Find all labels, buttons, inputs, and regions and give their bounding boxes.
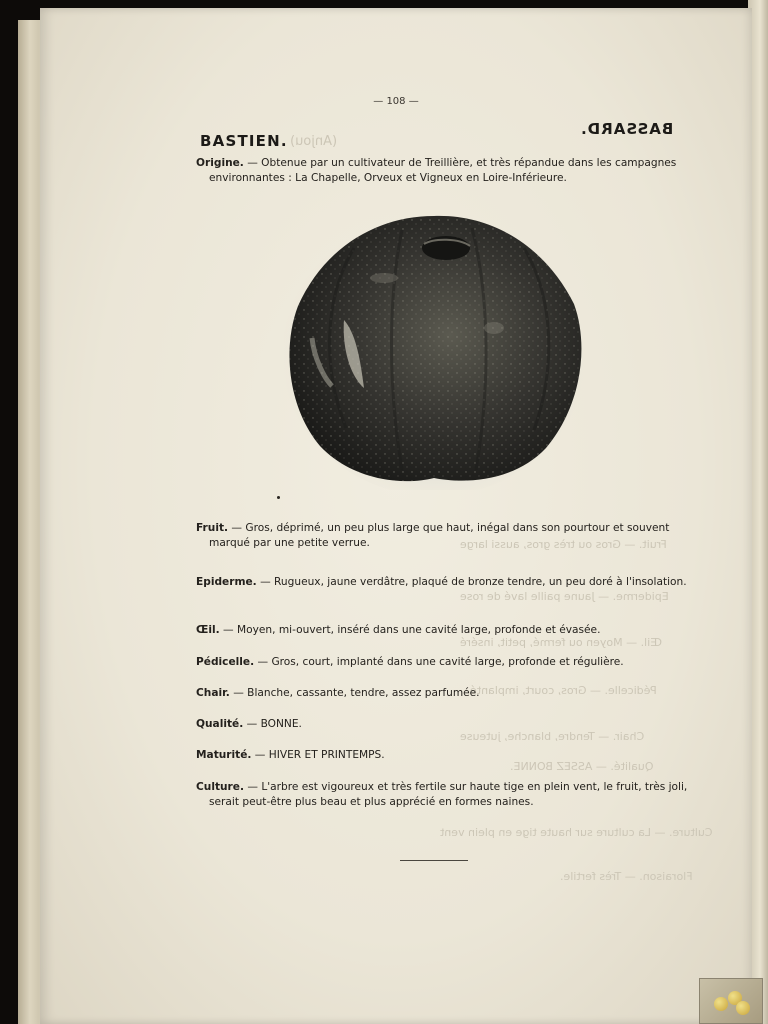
book-page: [40, 8, 752, 1024]
entry-text: — HIVER ET PRINTEMPS.: [251, 749, 385, 761]
entry-label: Pédicelle.: [196, 656, 255, 668]
entry-label: Œil.: [196, 624, 220, 636]
entry-label: Fruit.: [196, 522, 229, 534]
entry-text: — Rugueux, jaune verdâtre, plaqué de bronze tendre, un peu doré à l'insolation.: [256, 576, 687, 588]
apple-photograph: [284, 208, 590, 490]
page-title: BASTIEN.: [200, 132, 288, 150]
thumbnail-apple-icon: [736, 1001, 750, 1015]
page-number: — 108 —: [373, 96, 419, 107]
entry-label: Chair.: [196, 687, 230, 699]
bleed-through-line: Pédicelle. — Gros, court, implanté: [470, 684, 657, 697]
entry-paragraph: [196, 748, 689, 763]
entry-text: — Gros, déprimé, un peu plus large que haut, inégal dans son pourtour et souvent marqué par une petite verrue.: [209, 522, 670, 549]
origin-text: — Obtenue par un cultivateur de Treillière, et très répandue dans les campagnes environnantes : La Chapelle, Orveux et Vigneux en Loire-Inférieure.: [209, 157, 677, 184]
entry-paragraph: [196, 780, 689, 810]
entry-text: — Moyen, mi-ouvert, inséré dans une cavité large, profonde et évasée.: [219, 624, 601, 636]
bleed-through-line: Chair. — Tendre, blanche, juteuse: [460, 730, 645, 743]
bleed-through-line: Epiderme. — Jaune paille lavé de rose: [460, 590, 669, 603]
entry-label: Qualité.: [196, 718, 244, 730]
bleed-through-subtitle: (Anjou): [290, 134, 338, 149]
bleed-through-line: Culture. — La culture sur haute tige en plein vent: [440, 826, 713, 839]
entry-paragraph: [196, 575, 689, 590]
entry-text: — Blanche, cassante, tendre, assez parfumée.: [229, 687, 480, 699]
entry-label: Culture.: [196, 781, 244, 793]
ink-speck: [277, 496, 280, 499]
entry-label: Epiderme.: [196, 576, 257, 588]
end-rule: [400, 860, 468, 861]
bleed-through-line: Fruit. — Gros ou très gros, aussi large: [460, 538, 667, 551]
origin-label: Origine.: [196, 157, 244, 169]
entry-label: Maturité.: [196, 749, 252, 761]
entry-paragraph: [196, 623, 689, 638]
entry-paragraph: [196, 686, 689, 701]
bleed-through-line: Floraison. — Très fertile.: [560, 870, 693, 883]
entry-text: — BONNE.: [243, 718, 302, 730]
entry-paragraph: [196, 521, 689, 551]
apple-illustration: [284, 208, 590, 490]
bleed-through-title: BASSARD.: [580, 120, 674, 138]
thumbnail-apple-icon: [714, 997, 728, 1011]
bleed-through-line: Œil. — Moyen ou fermé, petit, inséré: [460, 636, 662, 649]
thumbnail-badge: [699, 978, 763, 1024]
origin-paragraph: [196, 156, 689, 186]
entry-text: — L'arbre est vigoureux et très fertile sur haute tige en plein vent, le fruit, très joli, serait peut-être plus beau et plus apprécié en formes naines.: [209, 781, 688, 808]
entry-paragraph: [196, 655, 689, 670]
entry-text: — Gros, court, implanté dans une cavité large, profonde et régulière.: [254, 656, 624, 668]
bleed-through-line: Qualité. — ASSEZ BONNE.: [510, 760, 654, 773]
entry-paragraph: [196, 717, 689, 732]
